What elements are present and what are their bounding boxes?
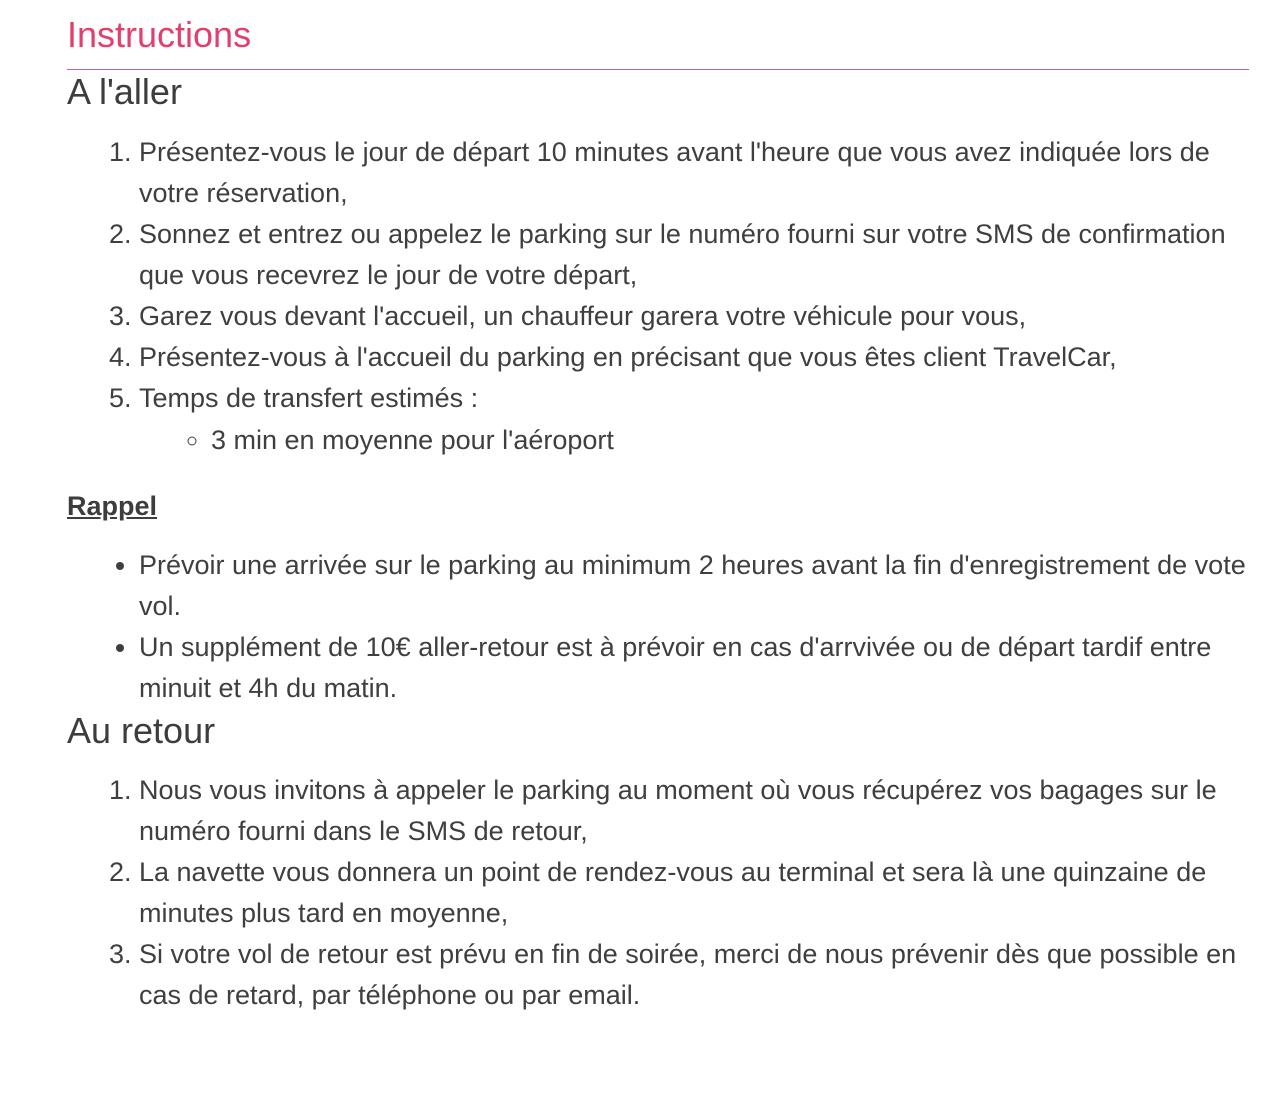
aller-step [139, 378, 1249, 461]
aller-step [139, 296, 1249, 337]
rappel-item: • Un supplément de 10€ aller-retour est à prévoir en cas d'arrvivée ou de départ tardif entre minuit et 4h du matin. [139, 627, 1249, 709]
section-title-aller: A l'aller [67, 71, 182, 112]
aller-steps-list [67, 132, 1249, 461]
aller-step-text: Présentez-vous le jour de départ 10 minutes avant l'heure que vous avez indiquée lors de votre réservation, [139, 137, 1210, 208]
aller-step [139, 132, 1249, 214]
aller-step-text: Garez vous devant l'accueil, un chauffeur garera votre véhicule pour vous, [139, 301, 1027, 331]
retour-step: 3. Si votre vol de retour est prévu en fin de soirée, merci de nous prévenir dès que possible en cas de retard, par téléphone ou par email. [139, 934, 1249, 1016]
retour-steps-list [67, 770, 1249, 1016]
section-title-retour: Au retour [67, 710, 216, 751]
rappel-title: Rappel [67, 491, 158, 521]
section-retour [67, 709, 1249, 1016]
page-title: Instructions [67, 14, 252, 55]
retour-step: 1. Nous vous invitons à appeler le parking au moment où vous récupérez vos bagages sur le numéro fourni dans le SMS de retour, [139, 770, 1249, 852]
aller-step [139, 214, 1249, 296]
section-aller [67, 70, 1249, 461]
aller-step [139, 337, 1249, 378]
retour-step: 2. La navette vous donnera un point de rendez-vous au terminal et sera là une quinzaine de minutes plus tard en moyenne, [139, 852, 1249, 934]
rappel-list [67, 545, 1249, 709]
transfer-time-item: ◦ 3 min en moyenne pour l'aéroport [211, 420, 1249, 461]
rappel-item: • Prévoir une arrivée sur le parking au minimum 2 heures avant la fin d'enregistrement de vote vol. [139, 545, 1249, 627]
aller-step-text: Temps de transfert estimés : [139, 383, 479, 413]
transfer-times-list [139, 420, 1249, 461]
aller-step-text: Présentez-vous à l'accueil du parking en précisant que vous êtes client TravelCar, [139, 342, 1117, 372]
instructions-panel [67, 0, 1249, 1016]
aller-step-text: Sonnez et entrez ou appelez le parking sur le numéro fourni sur votre SMS de confirmation que vous recevrez le jour de votre départ, [139, 219, 1226, 290]
section-rappel [67, 486, 1249, 709]
